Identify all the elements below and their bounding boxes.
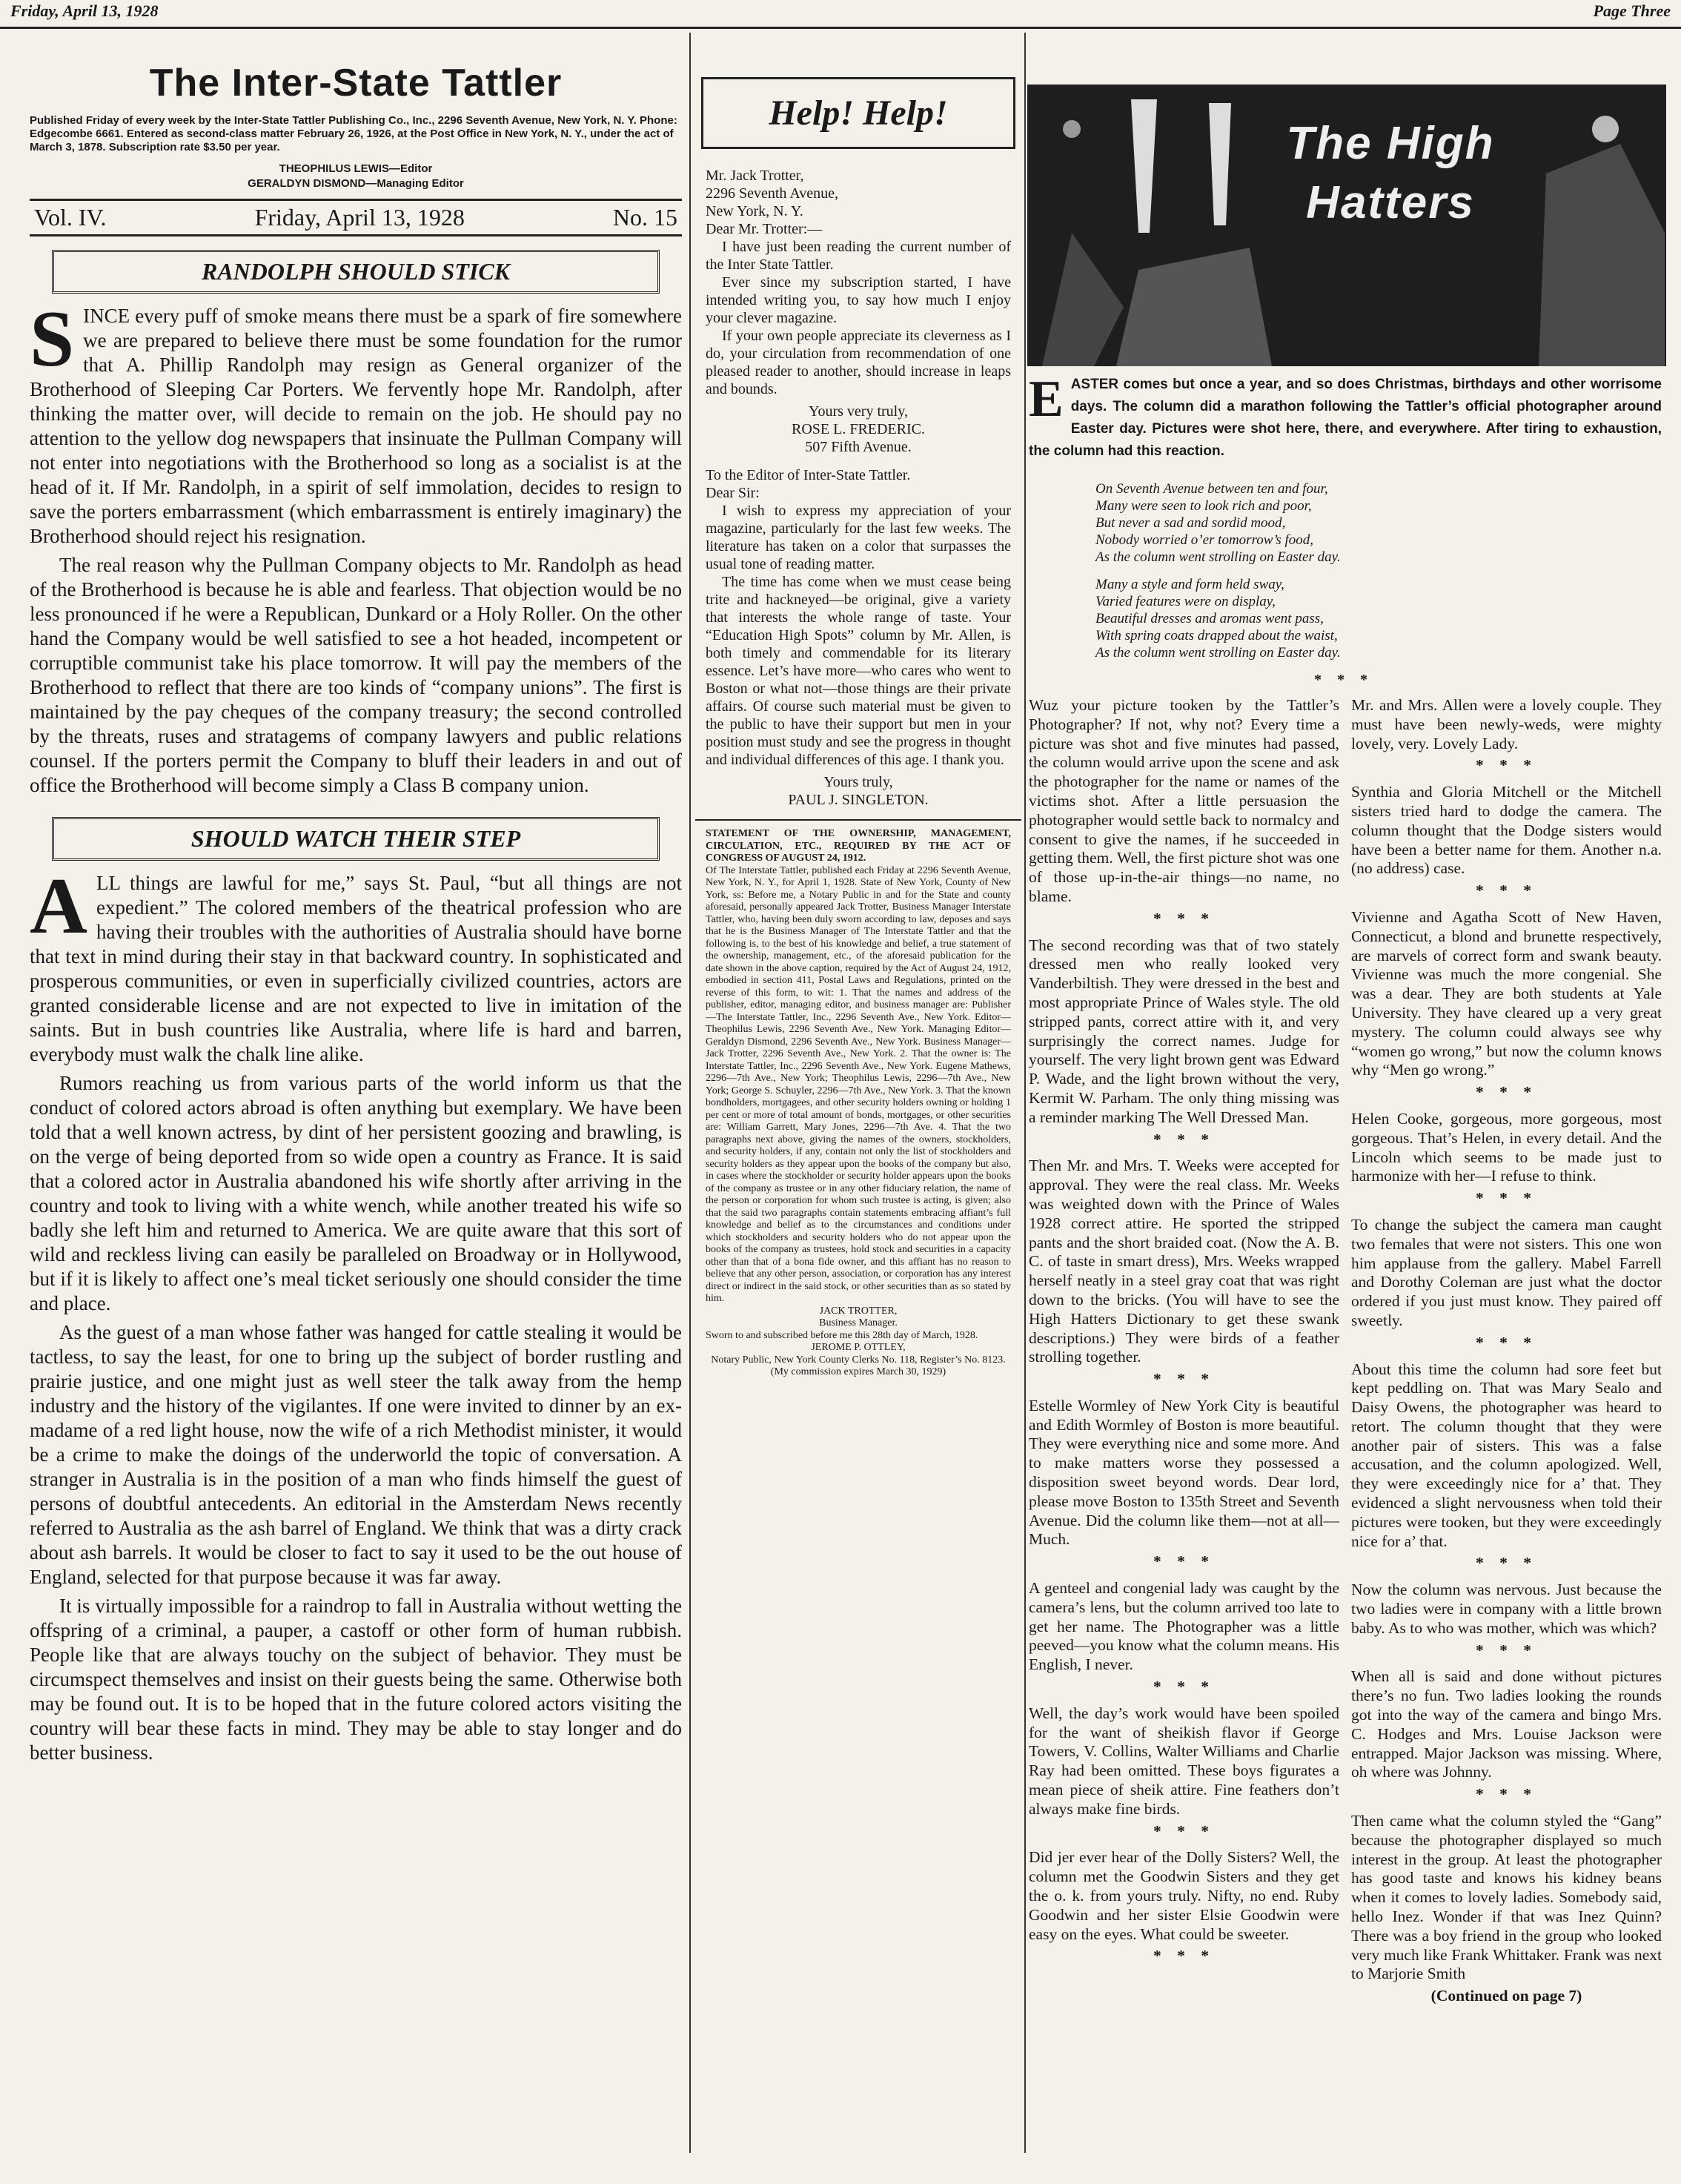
statement-sworn: Sworn to and subscribed before me this 28th day of March, 1928. [706,1329,978,1341]
paragraph-separator: * * * [1476,756,1537,775]
paragraph-separator: * * * [1153,1130,1215,1148]
notary-title: Notary Public, New York County Clerks No. 118, Register’s No. 8123. [711,1354,1006,1366]
editorial-paragraph: As the guest of a man whose father was hanged for cattle stealing it would be tactless, to say the least, for one to bring up the subject of border rustling and prairie justice, and one might just as well steer the talk away from the hemp industry and the history of the vigilantes. If one were invited to dinner by an ex-madame of a red light house, now the wife of a rich Methodist minister, it would be a crime to make the doings of the underworld the topic of conversation. A stranger in Australia is in the position of a man who finds himself the guest of persons of doubtful antecedents. An editorial in the Amsterdam News recently referred to Australia as the ash barrel of England. We think that was a dirty crack about ash barrels. It would be closer to fact to say it used to be the out house of England, selected for that purpose because it was far away. [30,1321,682,1588]
column-paragraph: Vivienne and Agatha Scott of New Haven, Connecticut, a blond and brunette respectively, are marvels of correct form and swank beauty. Vivienne was much the more congenial. She was a dear. They are both students at Yale University. They have cleared up a very great mystery. The column could always see why “women go wrong,” but now the column knows why “Men go wrong.” [1351,907,1662,1079]
address-line: Mr. Jack Trotter, [706,168,804,184]
paragraph-separator: * * * [1476,1641,1537,1659]
paragraph-separator: * * * [1476,1189,1537,1208]
paragraph-separator: * * * [1153,1821,1215,1840]
ownership-statement [695,819,1021,1379]
editor-line: THEOPHILUS LEWIS—Editor [279,162,433,175]
letter-signature: Yours very truly, ROSE L. FREDERIC. 507 Fifth Avenue. [791,403,926,455]
editorial-paragraph: The real reason why the Pullman Company objects to Mr. Randolph as head of the Brotherhood is because he is able and fearless. That objection would be no less pronounced if he were a Republican, Dunkard or a Holy Roller. On the other hand the Company would be well satisfied to see a hot headed, incompetent or corruptible communist take his place tomorrow. It will pay the members of the Brotherhood to reflect that there are too kinds of “company unions”. The first is maintained by the pay cheques of the company treasury; the second controlled by the threats, ruses and stratagems of company lawyers and public relations counsel. If the porters permit the Company to bluff their leaders in and out of office the Brotherhood will become simply a Class B company union. [30,554,682,796]
letter-paragraph: I have just been reading the current number of the Inter State Tattler. [706,239,1011,273]
column-paragraph: About this time the column had sore feet but kept peddling on. That was Mary Sealo and Daisy Owens, the photographer was heard to retort. The column thought that they were another pair of sisters. This was a false accusation, and the column apologized. Well, they were exceedingly nice for a’ that. They evidenced a slight nervousness when told their pictures were tooken, but they were exceedingly nice for a’ that. [1351,1360,1662,1550]
paragraph-separator: * * * [1476,881,1537,900]
statement-body: Of The Interstate Tattler, published each Friday at 2296 Seventh Avenue, New York, N. Y., for April 1, 1928. State of New York, County of New York, ss: Before me, a Notary Public in and for the State and county aforesaid, personally appeared Jack Trotter, Business Manager Interstate Tattler, who, having been duly sworn according to law, deposes and says that he is the Business Manager of The Interstate Tattler and that the following is, to the best of his knowledge and belief, a true statement of the ownership, management, etc., of the aforesaid publication for the date shown in the above caption, required by the Act of August 24, 1912, embodied in section 411, Postal Laws and Regulations, printed on the reverse of this form, to wit: 1. That the names and address of the publisher, editor, managing editor, and business manager are: Publisher—The Interstate Tattler, Inc., 2296 Seventh Ave., New York. Editor—Theophilus Lewis, 2296 Seventh Ave., New York. Managing Editor—Geraldyn Dismond, 2296 Seventh Ave., New York. Business Manager—Jack Trotter, 2296 Seventh Ave., New York. 2. That the owner is: The Interstate Tattler, Inc., 2296 Seventh Ave., New York. Eugene Mathews, 2296—7th Ave., New York; Theophilus Lewis, 2296—7th Ave., New York; George S. Schuyler, 2296—7th Ave., New York. 3. That the known bondholders, mortgagees, and other security holders owning or holding 1 per cent or more of total amount of bonds, mortgages, or other securities are: William Garrett, Mary Jones, 2296—7th Ave. 4. That the two paragraphs next above, giving the names of the owners, stockholders, and security holders, if any, contain not only the list of stockholders and security holders as they appear upon the books of the company but also, in cases where the stockholder or security holder appears upon the books of the company as trustee or in any other fiduciary relation, the name of the person or corporation for whom such trustee is acting, is given; also that the said two paragraphs contain statements embracing affiant’s full knowledge and belief as to the circumstances and conditions under which stockholders and security holders who do not appear upon the books of the company as trustees, hold stock and securities in a capacity other than that of a bona fide owner, and this affiant has no reason to believe that any other person, association, or corporation has any interest direct or indirect in the said stock, or other securities than as so stated by him. [706,864,1011,1304]
publication-info: Published Friday of every week by the Inter-State Tattler Publishing Co., Inc., 2296 Seventh Avenue, New York, N. Y. Phone: Edgecombe 6661. Entered as second-class matter February 26, 1926, at the Post Office in New York, N. Y., under the act of March 3, 1878. Subscription rate $3.50 per year. [30,114,677,153]
salutation: Dear Sir: [706,485,760,501]
paragraph-separator: * * * [1153,1552,1215,1571]
letter-paragraph: If your own people appreciate its cleverness as I do, your circulation from recommendation of one pleased reader to another, should increase in leaps and bounds. [706,328,1011,397]
statement-heading: STATEMENT OF THE OWNERSHIP, MANAGEMENT, CIRCULATION, ETC., REQUIRED BY THE ACT OF CONGRESS OF AUGUST 24, 1912. [706,828,1011,864]
drop-cap: S [30,295,75,383]
editorial-paragraph: SINCE every puff of smoke means there must be a spark of fire somewhere we are prepared to believe there must be some foundation for the rumor that A. Phillip Randolph may resign as General organizer of the Brotherhood of Sleeping Car Porters. We fervently hope Mr. Randolph, after thinking the matter over, will decide to remain on the job. He should pay no attention to the yellow dog newspapers that insinuate the Pullman Company will not enter into negotiations with the Brotherhood so long as a socialist is at the head of it. If Mr. Randolph, in a spirit of self immolation, decides to resign to save the porters embarrassment (which embarrassment is entirely imaginary) the Brotherhood should reject his resignation. [30,295,682,547]
volume-number: Vol. IV. [34,204,107,231]
letter-recipient: To the Editor of Inter-State Tattler. [706,467,911,483]
paragraph-separator: * * * [1476,1785,1537,1804]
editorial-column [30,33,682,2153]
column-intro: EASTER comes but once a year, and so does Christmas, birthdays and other worrisome days. The column did a marathon following the Tattler’s official photographer around Easter day. Pictures were shot here, there, and everywhere. After tiring to exhaustion, the column had this reaction. [1029,371,1662,459]
column-paragraph: The second recording was that of two stately dressed men who really looked very Vanderbiltish. They were dressed in the best and most appropriate Prince of Wales style. The old stripped pants, correct attire with it, and very surprisingly the correct names. Judge for yourself. The very light brown gent was Edward P. Wade, and the light brown without the very, Kermit W. Parham. The only thing missing was a reminder marking The Well Dressed Man. [1029,936,1339,1126]
letters-column [695,33,1021,2153]
editorial-paragraph: It is virtually impossible for a raindrop to fall in Australia without wetting the offspring of a criminal, a pauper, a castoff or other form of human rubbish. People like that are always touchy on the subject of behavior. They must be circumspect themselves and insist on their guests being the same. Otherwise both may be found out. It is to be hoped that in the future colored actors visiting the country will bear these facts in mind. They may be able to stay longer and do better business. [30,1595,682,1764]
column-paragraph: Then Mr. and Mrs. T. Weeks were accepted for approval. They were the real class. Mr. Weeks was weighted down with the Prince of Wales 1928 correct attire. He sported the stripped pants and the short braided coat. (Now the A. B. C. of taste in smart dress), Mrs. Weeks wrapped herself neatly in a steel gray coat that was right down to the bricks. (You will have to see the High Hatters Dictionary to get these swank descriptions.) They were birds of a feather strolling together. [1029,1156,1339,1366]
letter-paragraph: Ever since my subscription started, I have intended writing you, to say how much I enjoy your clever magazine. [706,274,1011,326]
notary-commission: (My commission expires March 30, 1929) [770,1366,946,1377]
column-paragraph: Synthia and Gloria Mitchell or the Mitchell sisters tried hard to dodge the camera. The column thought that the Dodge sisters would have been a better name for them. Another n.a. (no address) case. [1351,783,1662,878]
column-paragraph: Now the column was nervous. Just because the two ladies were in company with a little brown baby. As to who was mother, which was which? [1351,1581,1662,1637]
continued-notice: (Continued on page 7) [1430,1987,1582,2005]
paragraph-separator: * * * [1153,1947,1215,1965]
header-rule [0,27,1681,29]
column-divider [689,33,691,2153]
poem-stanza: On Seventh Avenue between ten and four, Many were seen to look rich and poor, But never a sad and sordid mood, Nobody worried o’er tomorrow’s food, As the column went strolling on Easter day. [1095,481,1341,565]
column-paragraph: When all is said and done without pictures there’s no fun. Two ladies looking the rounds got into the way of the camera and bingo Mrs. C. Hodges and Mrs. Louise Jackson were entrapped. Major Jackson was missing. Where, oh where was Johnny. [1351,1667,1662,1781]
editorial-paragraph: ALL things are lawful for me,” says St. Paul, “but all things are not expedient.” The colored members of the theatrical profession who are having their troubles with the authorities of Australia should have borne that text in mind during their stay in that backward country. In sophisticated and prosperous communities, or even in superficially civilized countries, actors are granted considerable license and are not expected to live in imitation of the saints. But in bush countries like Australia, where life is hard and barren, everybody must walk the chalk line alike. [30,862,682,1065]
address-line: 2296 Seventh Avenue, [706,185,839,202]
page-date-header: Friday, April 13, 1928 [10,1,159,20]
paragraph-separator: * * * [1476,1554,1537,1572]
section-separator: * * * [1314,672,1373,688]
statement-signature-title: Business Manager. [819,1317,898,1328]
paragraph-separator: * * * [1476,1083,1537,1102]
column-paragraph: A genteel and congenial lady was caught by the camera’s lens, but the column arrived too late to get her name. The Photographer was a little peeved—you know what the column means. His English, I never. [1029,1579,1339,1674]
volume-line [30,199,682,236]
address-line: New York, N. Y. [706,203,803,219]
column-paragraph: Estelle Wormley of New York City is beautiful and Edith Wormley of Boston is more beautiful. They were everything nice and some more. And to make matters worse they possessed a disposition sweet beyond words. Dear lord, please move Boston to 135th Street and Seventh Avenue. Did the column like them—not at all—Much. [1029,1396,1339,1549]
column-paragraph: Well, the day’s work would have been spoiled for the want of sheikish flavor if George Towers, V. Collins, Walter Williams and Charlie Ray had been omitted. These boys figurates a mean piece of sheik attire. Fine feathers don’t always make fine birds. [1029,1704,1339,1818]
letter [695,167,1021,809]
drop-cap: E [1029,371,1064,428]
editorial-paragraph: Rumors reaching us from various parts of the world inform us that the conduct of colored actors abroad is often anything but exemplary. We have been told that a well known actress, by dint of her persistent goozing and brawling, is on the verge of being deported from so wide open a country as France. It is said that a colored actor in Australia abandoned his wife shortly after arriving in the country and took to living with a white wench, while another treated his wife so badly she left him and returned to America. We are quite aware that this sort of wild and reckless living can easily be paralleled on Broadway or in Hollywood, but if it is likely to affect one’s meal ticket seriously one should consider the time and place. [30,1072,682,1314]
paragraph-separator: * * * [1153,909,1215,927]
salutation: Dear Mr. Trotter:— [706,221,823,237]
column-body [1021,696,1666,2006]
high-hatters-photo [1027,85,1666,366]
paragraph-separator: * * * [1153,1678,1215,1696]
column-paragraph: Did jer ever hear of the Dolly Sisters? Well, the column met the Goodwin Sisters and they get the o. k. from yours truly. Nifty, no end. Ruby Goodwin and her sister Elsie Goodwin were easy on the eyes. What could be sweeter. [1029,1848,1339,1943]
paragraph-separator: * * * [1153,1370,1215,1389]
high-hatters-column [1021,33,1666,2153]
column-paragraph: Helen Cooke, gorgeous, more gorgeous, most gorgeous. That’s Helen, in every detail. And the Lincoln which seems to be made just to harmonize with her—I refuse to think. [1351,1109,1662,1185]
letter-signature: Yours truly, PAUL J. SINGLETON. [788,774,929,808]
photo-title: The High Hatters [1286,118,1495,228]
statement-signature: JACK TROTTER, [819,1305,898,1317]
paragraph-separator: * * * [1476,1333,1537,1351]
masthead-title: The Inter-State Tattler [149,62,563,105]
column-paragraph: To change the subject the camera man caught two females that were not sisters. This one won him applause from the gallery. Mabel Farrell and Dorothy Coleman are just what the doctor ordered if you just must know. They paired off sweetly. [1351,1215,1662,1329]
editorial-headline: SHOULD WATCH THEIR STEP [52,817,660,861]
poem-stanza: Many a style and form held sway, Varied features were on display, Beautiful dresses and aromas went pass, With spring coats drapped about the waist, As the column went strolling on Easter day. [1095,577,1341,661]
letter-paragraph: The time has come when we must cease being trite and hackneyed—be original, give a variety that interests the whole range of taste. Your “Education High Spots” column by Mr. Allen, is both timely and commendable for its literary essence. Let’s have more—who cares who went to Boston or what not—those things are their private affairs. Of course such material must be given to the public to have their support but men in your position must study and see the progress in thought and individual differences of this age. I thank you. [706,574,1011,768]
column-paragraph: Mr. and Mrs. Allen were a lovely couple. They must have been newly-weds, were mighty lovely, very. Lovely Lady. [1351,696,1662,752]
issue-date: Friday, April 13, 1928 [254,204,465,231]
drop-cap: A [30,862,87,950]
column-paragraph: Wuz your picture tooken by the Tattler’s Photographer? If not, why not? Every time a picture was shot and five minutes had passed, the column would arrive upon the scene and ask the photographer for the name or names of the victims shot. After a little persuasion the photographer would settle back to normalcy and consent to give the names, if he succeeded in getting them. Well, the first picture shot was one of those up-in-the-air things—no name, no blame. [1029,696,1339,905]
letter-paragraph: I wish to express my appreciation of your magazine, particularly for the last few weeks. The literature has taken on a color that surpasses the usual tone of reading matter. [706,503,1011,572]
notary-name: JEROME P. OTTLEY, [811,1342,906,1353]
column-paragraph: Then came what the column styled the “Gang” because the photographer displayed so much interest in the group. At least the photographer has good taste and knows his kidney beans when it comes to lovely ladies. Somebody said, hello Inez. Wonder if that was Inez Quinn? There was a boy friend in the group who looked very much like Frank Whittaker. Frank was next to Marjorie Smith [1351,1812,1662,1983]
managing-editor-line: GERALDYN DISMOND—Managing Editor [248,177,464,190]
page-number-header: Page Three [1593,1,1671,20]
issue-number: No. 15 [612,204,677,231]
editorial-headline: RANDOLPH SHOULD STICK [52,250,660,294]
poem [1095,480,1666,661]
letters-headline: Help! Help! [701,77,1015,149]
